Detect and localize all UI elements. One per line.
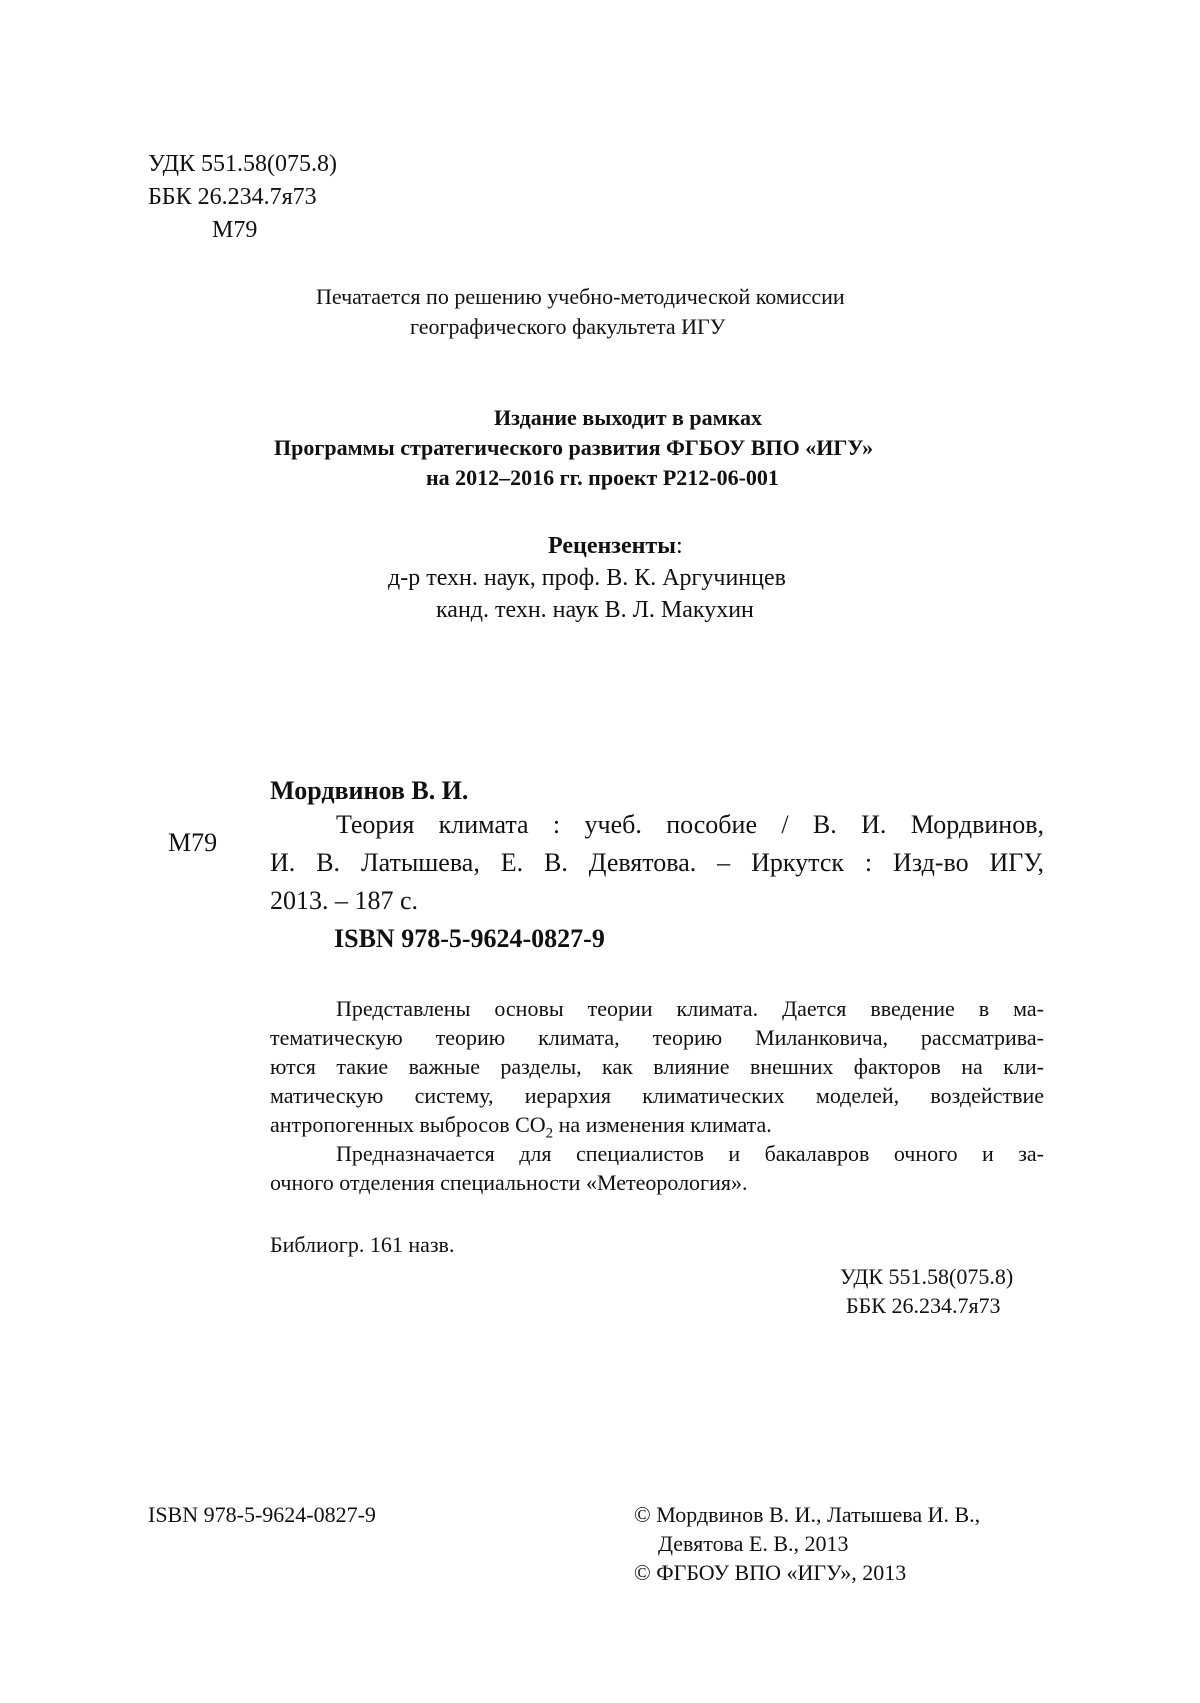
abstract-line-6: Предназначается для специалистов и бакалавров очного и за- — [336, 1141, 1044, 1166]
reviewers-title: Рецензенты — [548, 533, 676, 559]
reviewer-2: канд. техн. наук В. Л. Макухин — [436, 597, 754, 623]
author-mark: М79 — [212, 217, 258, 243]
bib-isbn: ISBN 978-5-9624-0827-9 — [334, 924, 605, 953]
footer-isbn: ISBN 978-5-9624-0827-9 — [148, 1502, 376, 1527]
co2-subscript: 2 — [545, 1125, 554, 1142]
abstract-line-5-start: антропогенных выбросов CO — [270, 1112, 546, 1137]
abstract-line-7: очного отделения специальности «Метеорология». — [270, 1170, 748, 1195]
copyright-authors: © Мордвинов В. И., Латышева И. В., — [634, 1502, 981, 1527]
abstract-line-5-end: на изменения климата. — [553, 1112, 772, 1137]
bibliography-count: Библиогр. 161 назв. — [270, 1232, 455, 1257]
abstract-line-2: тематическую теорию климата, теорию Миланковича, рассматрива- — [270, 1025, 1044, 1050]
footer-bbk-code: ББК 26.234.7я73 — [846, 1293, 1001, 1318]
abstract-line-5 — [270, 1110, 772, 1142]
bib-line-3: 2013. – 187 с. — [270, 886, 419, 915]
footer-udk-code: УДК 551.58(075.8) — [840, 1264, 1014, 1289]
reviewers-colon: : — [675, 533, 683, 559]
bib-line-2: И. В. Латышева, Е. В. Девятова. – Иркутск : Изд-во ИГУ, — [270, 848, 1044, 877]
reviewer-1: д-р техн. наук, проф. В. К. Аргучинцев — [388, 565, 786, 591]
program-line-3: на 2012–2016 гг. проект Р212-06-001 — [426, 465, 779, 490]
approval-line-1: Печатается по решению учебно-методической комиссии — [316, 284, 845, 309]
abstract-line-4: матическую систему, иерархия климатических моделей, воздействие — [270, 1083, 1044, 1108]
abstract-line-3: ются такие важные разделы, как влияние внешних факторов на кли- — [270, 1054, 1044, 1079]
bib-margin-code: М79 — [168, 828, 218, 857]
bib-author: Мордвинов В. И. — [270, 776, 469, 805]
program-line-1: Издание выходит в рамках — [494, 405, 762, 430]
copyright-authors-cont: Девятова Е. В., 2013 — [658, 1531, 849, 1556]
copyright-publisher: © ФГБОУ ВПО «ИГУ», 2013 — [634, 1560, 907, 1585]
approval-line-2: географического факультета ИГУ — [410, 314, 726, 339]
bbk-code: ББК 26.234.7я73 — [148, 184, 317, 210]
udk-code: УДК 551.58(075.8) — [148, 151, 337, 177]
reviewers-heading — [548, 530, 683, 562]
program-line-2: Программы стратегического развития ФГБОУ ВПО «ИГУ» — [274, 435, 874, 460]
bib-line-1: Теория климата : учеб. пособие / В. И. Мордвинов, — [336, 810, 1044, 839]
abstract-line-1: Представлены основы теории климата. Дается введение в ма- — [336, 996, 1044, 1021]
